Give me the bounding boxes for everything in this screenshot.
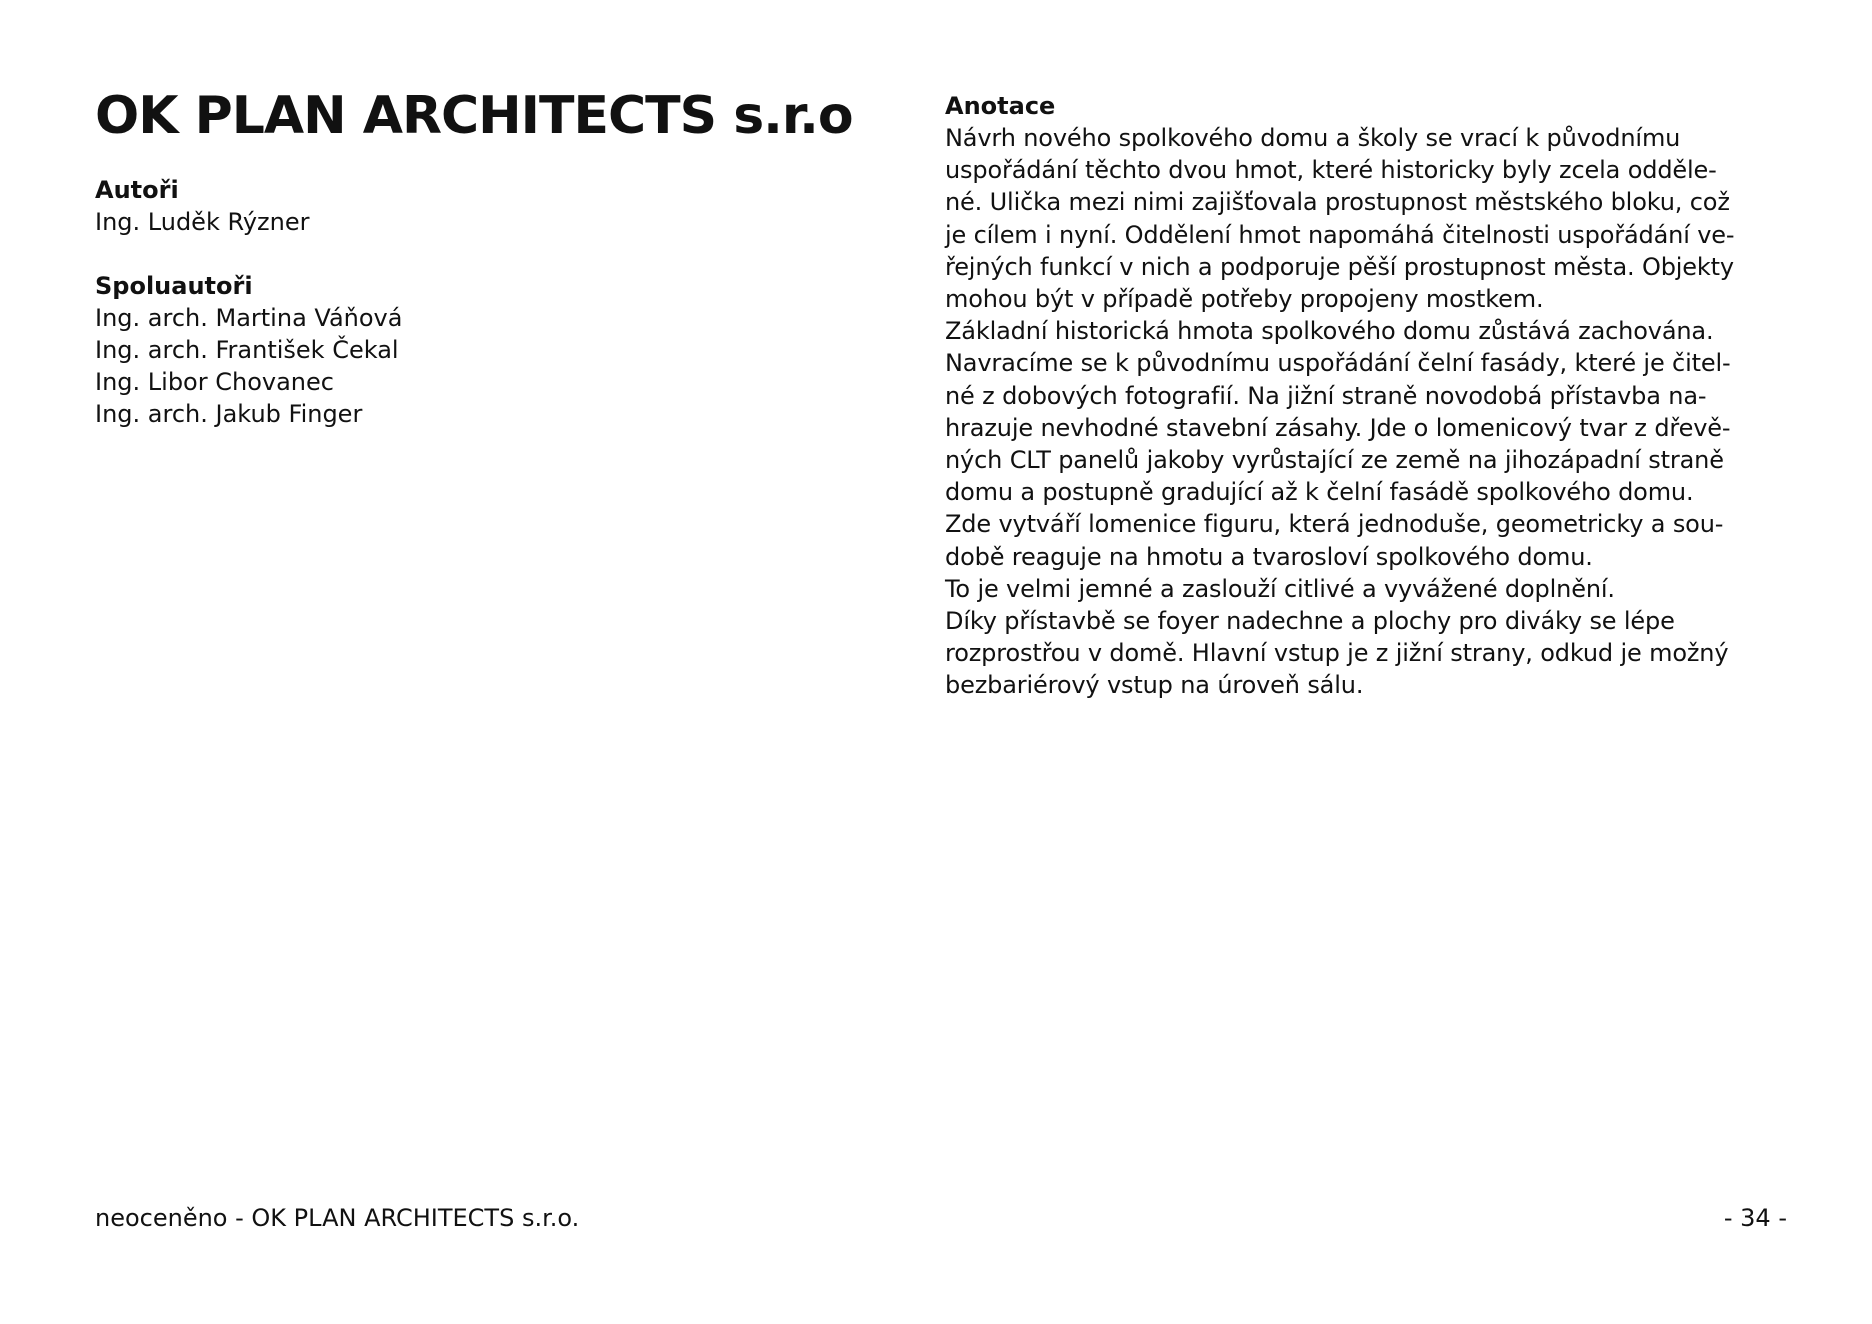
annotation-line: rozprostřou v domě. Hlavní vstup je z jižní strany, odkud je možný	[945, 639, 1729, 668]
author-name: Ing. Luděk Rýzner	[95, 208, 310, 236]
annotation-line: je cílem i nyní. Oddělení hmot napomáhá čitelnosti uspořádání ve-	[945, 220, 1735, 249]
credits-section	[95, 174, 875, 430]
coauthor-name: Ing. arch. František Čekal	[95, 336, 399, 364]
page-title: OK PLAN ARCHITECTS s.r.o	[95, 86, 853, 146]
annotation-line: né z dobových fotografií. Na jižní straně novodobá přístavba na-	[945, 381, 1707, 410]
annotation-heading: Anotace	[945, 92, 1056, 120]
coauthor-name: Ing. arch. Jakub Finger	[95, 400, 363, 428]
annotation-line: uspořádání těchto dvou hmot, které historicky byly zcela odděle-	[945, 156, 1717, 185]
annotation-line: bezbariérový vstup na úroveň sálu.	[945, 671, 1364, 700]
annotation-line: né. Ulička mezi nimi zajišťovala prostupnost městského bloku, což	[945, 188, 1730, 217]
coauthors-heading: Spoluautoři	[95, 272, 253, 300]
annotation-line: ných CLT panelů jakoby vyrůstající ze země na jihozápadní straně	[945, 446, 1724, 475]
annotation-line: řejných funkcí v nich a podporuje pěší prostupnost města. Objekty	[945, 252, 1734, 281]
annotation-line: Díky přístavbě se foyer nadechne a plochy pro diváky se lépe	[945, 607, 1675, 636]
annotation-section	[945, 90, 1785, 702]
annotation-line: Navracíme se k původnímu uspořádání čelní fasády, které je čitel-	[945, 349, 1731, 378]
annotation-line: hrazuje nevhodné stavební zásahy. Jde o lomenicový tvar z dřevě-	[945, 413, 1731, 442]
annotation-line: To je velmi jemné a zaslouží citlivé a vyvážené doplnění.	[945, 574, 1615, 603]
coauthor-name: Ing. arch. Martina Váňová	[95, 304, 403, 332]
annotation-line: Zde vytváří lomenice figuru, která jednoduše, geometricky a sou-	[945, 510, 1724, 539]
page-number: - 34 -	[1723, 1204, 1787, 1232]
footer-caption: neoceněno - OK PLAN ARCHITECTS s.r.o.	[95, 1204, 580, 1232]
coauthor-name: Ing. Libor Chovanec	[95, 368, 334, 396]
annotation-line: Základní historická hmota spolkového domu zůstává zachována.	[945, 317, 1714, 346]
annotation-line: domu a postupně gradující až k čelní fasádě spolkového domu.	[945, 478, 1694, 507]
annotation-text	[945, 122, 1785, 702]
annotation-line: době reaguje na hmotu a tvarosloví spolkového domu.	[945, 542, 1593, 571]
authors-heading: Autoři	[95, 176, 179, 204]
annotation-line: mohou být v případě potřeby propojeny mostkem.	[945, 285, 1544, 314]
section-spacer	[95, 238, 875, 270]
annotation-line: Návrh nového spolkového domu a školy se vrací k původnímu	[945, 124, 1681, 152]
